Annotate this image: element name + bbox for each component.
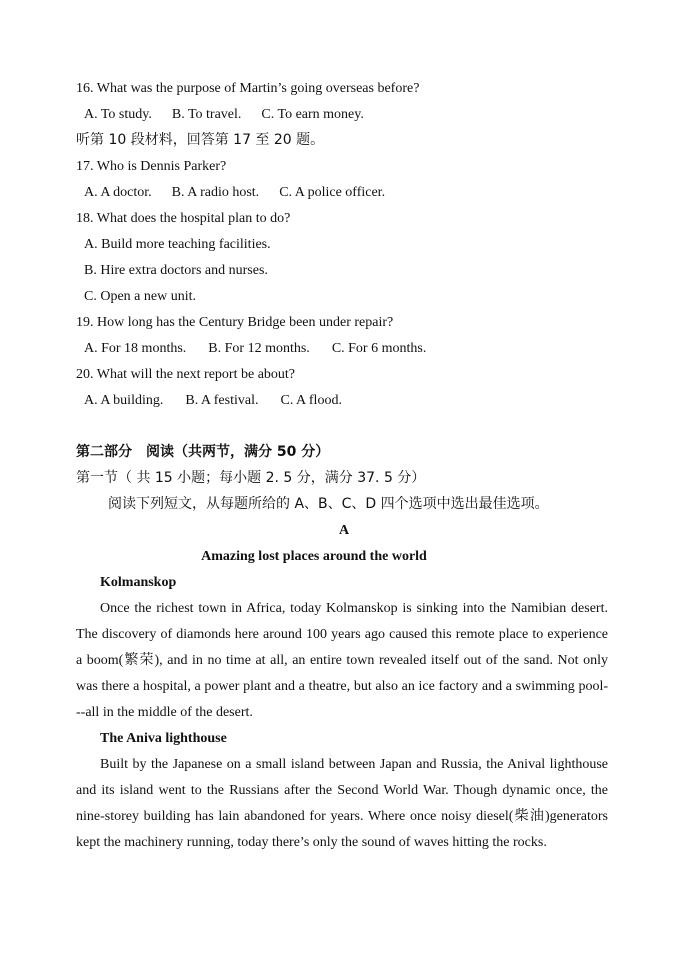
- question-19-stem: 19. How long has the Century Bridge been under repair?: [76, 315, 394, 330]
- passage-letter: A: [338, 523, 350, 538]
- option-a: A. To study.: [84, 107, 152, 122]
- listening-material-note: 听第 10 段材料，回答第 17 至 20 题。: [76, 132, 325, 148]
- option-b: B. A festival.: [185, 393, 259, 408]
- kolmanskop-text: Once the richest town in Africa, today Kolmanskop is sinking into the Namibian desert. The discovery of diamonds here around 100 years ago caused this remote place to experience a boom(繁荣), and in no time at all, an entire town revealed itself out of the sand. Not only was there a hospital, a power plant and a theatre, but also an ice factory and a swimming pool---all in the middle of the desert.: [76, 601, 608, 720]
- aniva-paragraph: [76, 752, 608, 856]
- section-one-title: 第一节（ 共 15 小题；每小题 2. 5 分，满分 37. 5 分）: [76, 470, 426, 486]
- option-c: C. A police officer.: [279, 185, 386, 200]
- question-18-option-c: C. Open a new unit.: [84, 289, 196, 304]
- option-c: C. For 6 months.: [331, 341, 427, 356]
- option-b: B. To travel.: [171, 107, 242, 122]
- option-c: C. To earn money.: [261, 107, 364, 122]
- passage-title: Amazing lost places around the world: [201, 549, 427, 564]
- option-a: A. A building.: [84, 393, 164, 408]
- question-16-stem: 16. What was the purpose of Martin’s going overseas before?: [76, 81, 420, 96]
- question-20-options: [84, 392, 619, 410]
- option-a: A. For 18 months.: [84, 341, 187, 356]
- option-b: B. A radio host.: [171, 185, 260, 200]
- question-16-options: [84, 106, 619, 124]
- question-18-option-b: B. Hire extra doctors and nurses.: [84, 263, 268, 278]
- question-18-option-a: A. Build more teaching facilities.: [84, 237, 271, 252]
- option-c: C. A flood.: [280, 393, 342, 408]
- question-17-stem: 17. Who is Dennis Parker?: [76, 159, 227, 174]
- question-19-options: [84, 340, 619, 358]
- question-18-stem: 18. What does the hospital plan to do?: [76, 211, 291, 226]
- question-20-stem: 20. What will the next report be about?: [76, 367, 296, 382]
- question-17-options: [84, 184, 619, 202]
- option-a: A. A doctor.: [84, 185, 152, 200]
- aniva-heading: The Aniva lighthouse: [100, 731, 227, 746]
- aniva-text: Built by the Japanese on a small island between Japan and Russia, the Anival lighthouse and its island went to the Russians after the Second World War. Though dynamic once, the nine-storey building has lain abandoned for years. Where once noisy diesel(柴油)generators kept the machinery running, today there’s only the sound of waves hitting the rocks.: [76, 757, 608, 850]
- part-two-title: 第二部分 阅读（共两节，满分 50 分）: [76, 444, 330, 460]
- kolmanskop-paragraph: [76, 596, 608, 726]
- option-b: B. For 12 months.: [208, 341, 310, 356]
- kolmanskop-heading: Kolmanskop: [100, 575, 177, 590]
- reading-instruction: 阅读下列短文，从每题所给的 A、B、C、D 四个选项中选出最佳选项。: [108, 496, 549, 512]
